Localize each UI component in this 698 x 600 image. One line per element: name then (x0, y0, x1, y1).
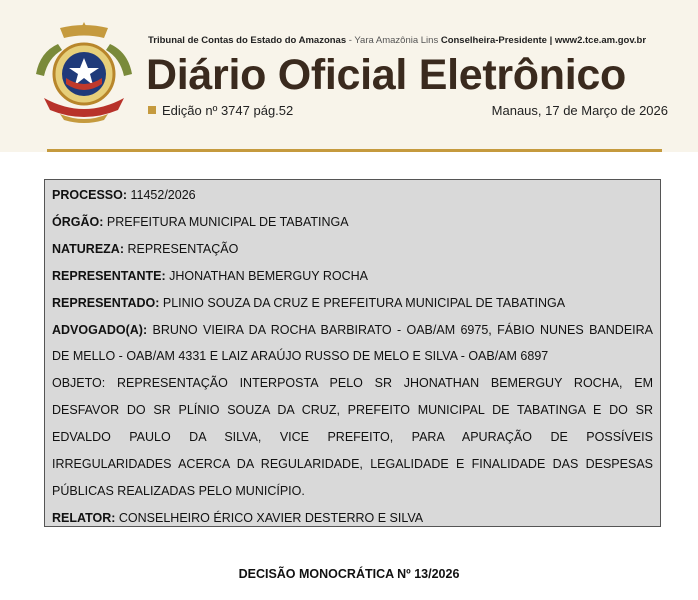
page-header (0, 0, 698, 152)
advogado-value: BRUNO VIEIRA DA ROCHA BARBIRATO - OAB/AM 6975, FÁBIO NUNES BANDEIRA (147, 322, 653, 337)
orgao-row (52, 209, 653, 236)
president-role: Conselheira-Presidente (440, 35, 547, 46)
representante-row (52, 263, 653, 290)
representado-value: PLINIO SOUZA DA CRUZ E PREFEITURA MUNICIPAL DE TABATINGA (159, 295, 566, 310)
objeto-line-2: DESFAVOR DO SR PLÍNIO SOUZA DA CRUZ, PREFEITO MUNICIPAL DE TABATINGA E DO SR (52, 403, 653, 418)
orgao-value: PREFEITURA MUNICIPAL DE TABATINGA (103, 214, 349, 229)
president-name: Yara Amazônia Lins (354, 35, 441, 46)
natureza-row (52, 236, 653, 263)
processo-row (52, 182, 653, 209)
edition-info (148, 103, 293, 118)
publication-date: Manaus, 17 de Março de 2026 (491, 103, 668, 118)
advogado-row (52, 317, 653, 344)
edition-text: Edição nº 3747 pág.52 (162, 103, 294, 118)
processo-value: 11452/2026 (127, 188, 196, 202)
objeto-line-4: IRREGULARIDADES ACERCA DA REGULARIDADE, LEGALIDADE E FINALIDADE DAS DESPESAS (52, 457, 653, 472)
objeto-line-1: OBJETO: REPRESENTAÇÃO INTERPOSTA PELO SR JHONATHAN BEMERGUY ROCHA, EM (52, 376, 653, 391)
relator-value: CONSELHEIRO ÉRICO XAVIER DESTERRO E SILVA (115, 510, 424, 525)
separator: - (346, 35, 355, 46)
square-bullet-icon (148, 106, 156, 114)
relator-row (52, 505, 653, 532)
case-summary-box (44, 179, 661, 527)
natureza-value: REPRESENTAÇÃO (123, 241, 239, 256)
representado-label: REPRESENTADO: (52, 295, 160, 310)
objeto-line-3: EDVALDO PAULO DA SILVA, VICE PREFEITO, PARA APURAÇÃO DE POSSÍVEIS (52, 430, 653, 445)
header-divider (47, 149, 662, 152)
advogado-row-continued: DE MELLO - OAB/AM 4331 E LAIZ ARAÚJO RUSSO DE MELO E SILVA - OAB/AM 6897 (52, 349, 549, 364)
page-title: Diário Oficial Eletrônico (146, 51, 626, 99)
processo-label: PROCESSO: (52, 188, 128, 202)
representante-value: JHONATHAN BEMERGUY ROCHA (165, 268, 369, 283)
site-url: | www2.tce.am.gov.br (546, 35, 647, 46)
representante-label: REPRESENTANTE: (52, 268, 166, 283)
natureza-label: NATUREZA: (52, 241, 124, 256)
objeto-line-5: PÚBLICAS REALIZADAS PELO MUNICÍPIO. (52, 483, 305, 498)
relator-label: RELATOR: (52, 510, 116, 525)
orgao-label: ÓRGÃO: (52, 214, 104, 229)
header-topline (148, 35, 688, 46)
coat-of-arms-logo (30, 18, 138, 126)
representado-row (52, 290, 653, 317)
decision-heading: DECISÃO MONOCRÁTICA Nº 13/2026 (238, 567, 460, 581)
advogado-label: ADVOGADO(A): (52, 322, 148, 337)
institution-name: Tribunal de Contas do Estado do Amazonas (148, 35, 347, 46)
